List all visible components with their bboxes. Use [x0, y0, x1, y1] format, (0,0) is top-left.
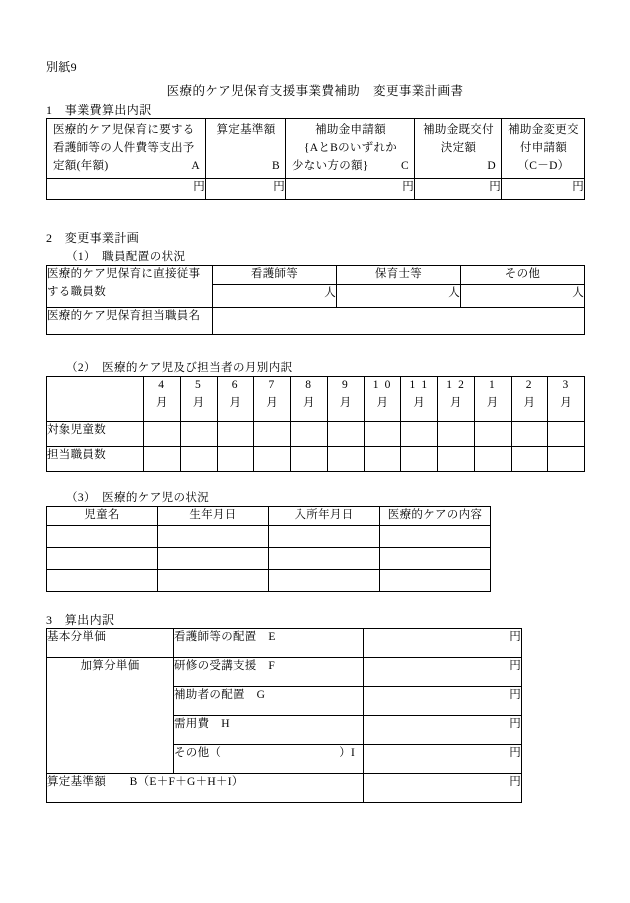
calculation-breakdown-table [46, 628, 522, 803]
monthly-value-cell[interactable] [254, 422, 291, 447]
table-header-row [47, 119, 585, 179]
monthly-value-cell[interactable] [144, 447, 181, 472]
month-header-cell [401, 377, 438, 422]
table-row [47, 629, 522, 658]
table-row [47, 569, 491, 591]
addition-item-assistant-placement: 補助者の配置 G [174, 687, 364, 716]
monthly-value-cell[interactable] [254, 447, 291, 472]
row-label-target-children: 対象児童数 [47, 422, 144, 447]
label-line: 医療的ケア児保育に直接従事 [47, 268, 201, 280]
child-name-cell[interactable] [47, 569, 158, 591]
month-header-cell [254, 377, 291, 422]
header-code: D [487, 159, 496, 172]
monthly-value-cell[interactable] [180, 447, 217, 472]
basic-item-nurse-placement: 看護師等の配置 E [174, 629, 364, 658]
staff-column-childcare: 保育士等 [337, 266, 461, 285]
value-cell-a[interactable]: 円 [47, 179, 206, 200]
column-admission-date: 入所年月日 [269, 507, 380, 526]
monthly-value-cell[interactable] [511, 422, 548, 447]
month-header-cell [327, 377, 364, 422]
month-suffix: 月 [486, 396, 499, 409]
month-number: 6 [231, 379, 240, 391]
staff-placement-table [46, 265, 585, 335]
staff-column-nurse: 看護師等 [213, 266, 337, 285]
form-number-label: 別紙9 [46, 60, 77, 74]
month-number: 7 [268, 379, 276, 391]
value-cell-d[interactable]: 円 [415, 179, 502, 200]
staff-name-label: 医療的ケア児保育担当職員名 [47, 307, 213, 334]
month-suffix: 月 [192, 396, 205, 409]
monthly-value-cell[interactable] [291, 422, 328, 447]
header-line: {AとBのいずれか [303, 141, 398, 154]
header-line: 算定基準額 [216, 124, 276, 136]
monthly-value-cell[interactable] [364, 447, 401, 472]
monthly-value-cell[interactable] [438, 447, 475, 472]
addition-unit-price-label: 加算分単価 [47, 658, 174, 774]
header-line: 定額(年額) [53, 159, 109, 172]
month-number: 9 [341, 379, 350, 391]
month-number: 1 1 [409, 379, 429, 391]
staff-value-childcare[interactable]: 人 [337, 284, 461, 307]
header-code: A [191, 159, 200, 172]
header-line: 医療的ケア児保育に要する [53, 124, 195, 136]
calculation-total-label: 算定基準額 B（E＋F＋G＋H＋I） [47, 774, 364, 803]
header-line: 少ない方の額} [292, 159, 369, 172]
table-row [47, 774, 522, 803]
monthly-value-cell[interactable] [144, 422, 181, 447]
header-line: 看護師等の人件費等支出予 [53, 141, 195, 154]
addition-item-value[interactable]: 円 [364, 745, 522, 774]
basic-item-value[interactable]: 円 [364, 629, 522, 658]
header-line: 補助金既交付 [423, 124, 494, 136]
child-birth-cell[interactable] [158, 569, 269, 591]
section-2-1-heading: （1） 職員配置の状況 [66, 251, 186, 263]
month-number: 5 [194, 379, 203, 391]
addition-item-value[interactable]: 円 [364, 658, 522, 687]
column-care-content: 医療的ケアの内容 [380, 507, 491, 526]
header-cell-b [206, 119, 286, 179]
month-header-cell [474, 377, 511, 422]
child-care-cell[interactable] [380, 525, 491, 547]
monthly-value-cell[interactable] [474, 422, 511, 447]
month-suffix: 月 [523, 396, 536, 409]
value-cell-cd[interactable]: 円 [502, 179, 585, 200]
header-line: 補助金変更交 [508, 124, 579, 136]
month-suffix: 月 [560, 396, 573, 409]
monthly-breakdown-table [46, 376, 585, 472]
expense-breakdown-table [46, 118, 585, 200]
header-cell-d [415, 119, 502, 179]
header-cell-c [286, 119, 415, 179]
staff-name-row [47, 307, 585, 334]
month-suffix: 月 [302, 396, 315, 409]
child-admission-cell[interactable] [269, 547, 380, 569]
monthly-value-cell[interactable] [548, 422, 585, 447]
month-number: 2 [525, 379, 534, 391]
column-birth-date: 生年月日 [158, 507, 269, 526]
header-line: （C－D） [517, 159, 570, 172]
month-header-cell [180, 377, 217, 422]
child-care-cell[interactable] [380, 547, 491, 569]
monthly-value-cell[interactable] [327, 447, 364, 472]
month-header-cell [364, 377, 401, 422]
child-birth-cell[interactable] [158, 525, 269, 547]
value-cell-c[interactable]: 円 [286, 179, 415, 200]
month-corner-cell [47, 377, 144, 422]
staff-column-other: その他 [461, 266, 585, 285]
monthly-value-cell[interactable] [438, 422, 475, 447]
monthly-value-cell[interactable] [511, 447, 548, 472]
addition-item-other[interactable]: その他（ ）I [174, 745, 364, 774]
table-row [47, 447, 585, 472]
month-suffix: 月 [266, 396, 279, 409]
staff-value-nurse[interactable]: 人 [213, 284, 337, 307]
month-number: 1 2 [446, 379, 466, 391]
table-value-row [47, 179, 585, 200]
table-row [47, 658, 522, 687]
monthly-value-cell[interactable] [291, 447, 328, 472]
month-number: 3 [562, 379, 570, 391]
monthly-value-cell[interactable] [401, 447, 438, 472]
header-line: 付申請額 [519, 141, 568, 154]
section-2-3-heading: （3） 医療的ケア児の状況 [66, 492, 210, 504]
monthly-value-cell[interactable] [401, 422, 438, 447]
staff-value-other[interactable]: 人 [461, 284, 585, 307]
month-header-cell [291, 377, 328, 422]
section-1-heading: 1 事業費算出内訳 [46, 103, 152, 117]
basic-unit-price-label: 基本分単価 [47, 629, 174, 658]
month-suffix: 月 [155, 396, 168, 409]
month-number: 1 0 [372, 379, 392, 391]
month-header-cell [144, 377, 181, 422]
monthly-value-cell[interactable] [217, 447, 254, 472]
month-suffix: 月 [376, 396, 389, 409]
monthly-value-cell[interactable] [327, 422, 364, 447]
addition-item-supplies-cost: 需用費 H [174, 716, 364, 745]
child-care-cell[interactable] [380, 569, 491, 591]
month-number: 8 [305, 379, 313, 391]
month-suffix: 月 [449, 396, 462, 409]
month-header-row [47, 377, 585, 422]
header-code: C [401, 159, 409, 172]
month-header-cell [511, 377, 548, 422]
month-suffix: 月 [339, 396, 352, 409]
header-line: 決定額 [440, 141, 477, 154]
month-suffix: 月 [413, 396, 426, 409]
section-3-heading: 3 算出内訳 [46, 613, 115, 627]
month-header-cell [548, 377, 585, 422]
monthly-value-cell[interactable] [364, 422, 401, 447]
staff-count-label [47, 266, 213, 308]
child-name-cell[interactable] [47, 525, 158, 547]
month-header-cell [438, 377, 475, 422]
month-header-cell [217, 377, 254, 422]
month-number: 1 [488, 379, 497, 391]
staff-name-value[interactable] [213, 307, 585, 334]
monthly-value-cell[interactable] [548, 447, 585, 472]
month-number: 4 [158, 379, 166, 391]
child-admission-cell[interactable] [269, 569, 380, 591]
child-birth-cell[interactable] [158, 547, 269, 569]
table-row [47, 547, 491, 569]
section-2-heading: 2 変更事業計画 [46, 231, 140, 245]
monthly-value-cell[interactable] [474, 447, 511, 472]
column-child-name: 児童名 [47, 507, 158, 526]
children-header-row [47, 507, 491, 526]
child-admission-cell[interactable] [269, 525, 380, 547]
header-cell-a [47, 119, 206, 179]
month-suffix: 月 [229, 396, 242, 409]
child-name-cell[interactable] [47, 547, 158, 569]
row-label-assigned-staff: 担当職員数 [47, 447, 144, 472]
label-line: する職員数 [47, 285, 106, 298]
header-code: B [272, 159, 280, 172]
value-cell-b[interactable]: 円 [206, 179, 286, 200]
header-line: 補助金申請額 [315, 124, 386, 136]
monthly-value-cell[interactable] [180, 422, 217, 447]
addition-item-value[interactable]: 円 [364, 687, 522, 716]
table-row [47, 422, 585, 447]
calculation-total-value[interactable]: 円 [364, 774, 522, 803]
document-title: 医療的ケア児保育支援事業費補助 変更事業計画書 [166, 84, 464, 98]
table-row [47, 525, 491, 547]
addition-item-training-support: 研修の受講支援 F [174, 658, 364, 687]
monthly-value-cell[interactable] [217, 422, 254, 447]
header-cell-cd [502, 119, 585, 179]
addition-item-value[interactable]: 円 [364, 716, 522, 745]
section-2-2-heading: （2） 医療的ケア児及び担当者の月別内訳 [66, 362, 293, 374]
children-status-table [46, 506, 491, 592]
staff-header-row [47, 266, 585, 285]
